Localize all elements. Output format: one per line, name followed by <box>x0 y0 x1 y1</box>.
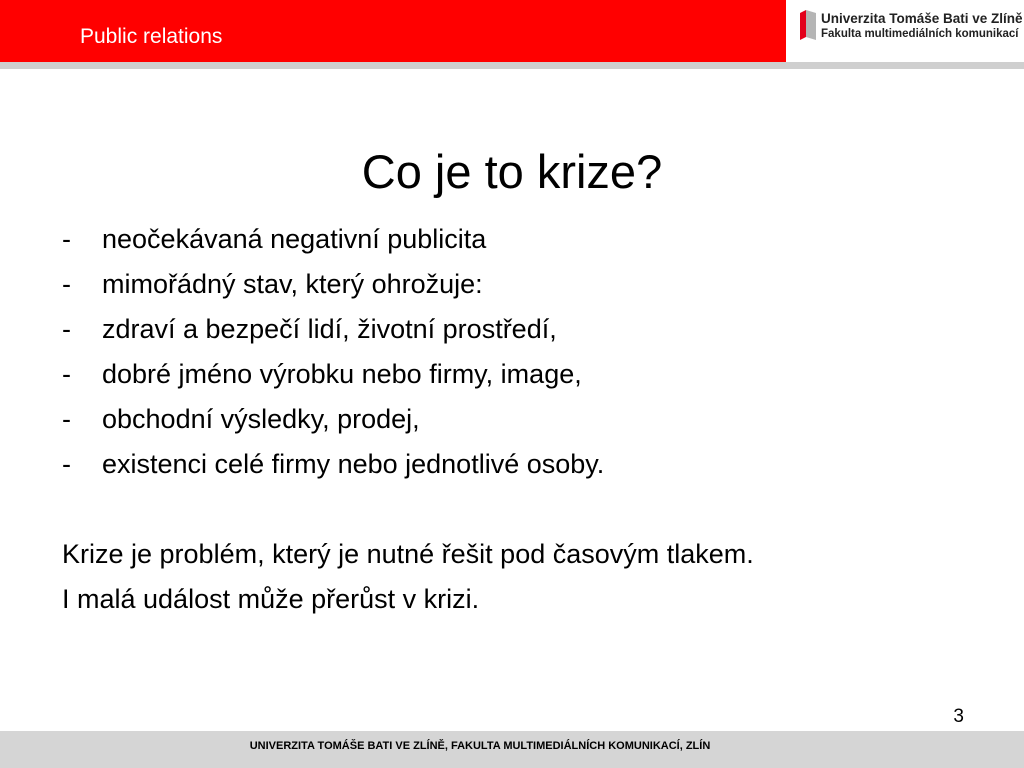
book-logo-icon <box>800 10 816 40</box>
bullet-item <box>62 310 604 355</box>
paragraph-small-event: I malá událost může přerůst v krizi. <box>62 584 480 614</box>
slide-title: Co je to krize? <box>361 145 663 198</box>
bullet-dash: - <box>62 404 71 434</box>
bullet-item <box>62 445 604 490</box>
bullet-dash: - <box>62 449 71 479</box>
bullet-dash: - <box>62 314 71 344</box>
logo-university-name: Univerzita Tomáše Bati ve Zlíně <box>821 11 1023 26</box>
bullet-dash: - <box>62 359 71 389</box>
bullet-text: existenci celé firmy nebo jednotlivé osoby. <box>102 449 605 479</box>
bullet-text: zdraví a bezpečí lidí, životní prostředí, <box>102 314 557 344</box>
paragraph-crisis-definition: Krize je problém, který je nutné řešit pod časovým tlakem. <box>62 539 754 569</box>
bullet-item <box>62 220 604 265</box>
header-divider <box>0 62 1024 69</box>
bullet-text: neočekávaná negativní publicita <box>102 224 487 254</box>
bullet-text: mimořádný stav, který ohrožuje: <box>102 269 483 299</box>
logo-faculty-name: Fakulta multimediálních komunikací <box>821 28 1019 40</box>
bullet-list <box>62 220 604 490</box>
footer-bar <box>0 731 1024 768</box>
university-logo <box>800 10 1023 48</box>
bullet-item <box>62 400 604 445</box>
footer-text: UNIVERZITA TOMÁŠE BATI VE ZLÍNĚ, FAKULTA MULTIMEDIÁLNÍCH KOMUNIKACÍ, ZLÍN <box>249 740 711 752</box>
bullet-dash: - <box>62 224 71 254</box>
header-bar <box>0 0 786 62</box>
bullet-text: dobré jméno výrobku nebo firmy, image, <box>102 359 582 389</box>
bullet-item <box>62 355 604 400</box>
header-title: Public relations <box>80 25 223 48</box>
bullet-item <box>62 265 604 310</box>
page-number: 3 <box>953 706 964 727</box>
bullet-text: obchodní výsledky, prodej, <box>102 404 420 434</box>
bullet-dash: - <box>62 269 71 299</box>
